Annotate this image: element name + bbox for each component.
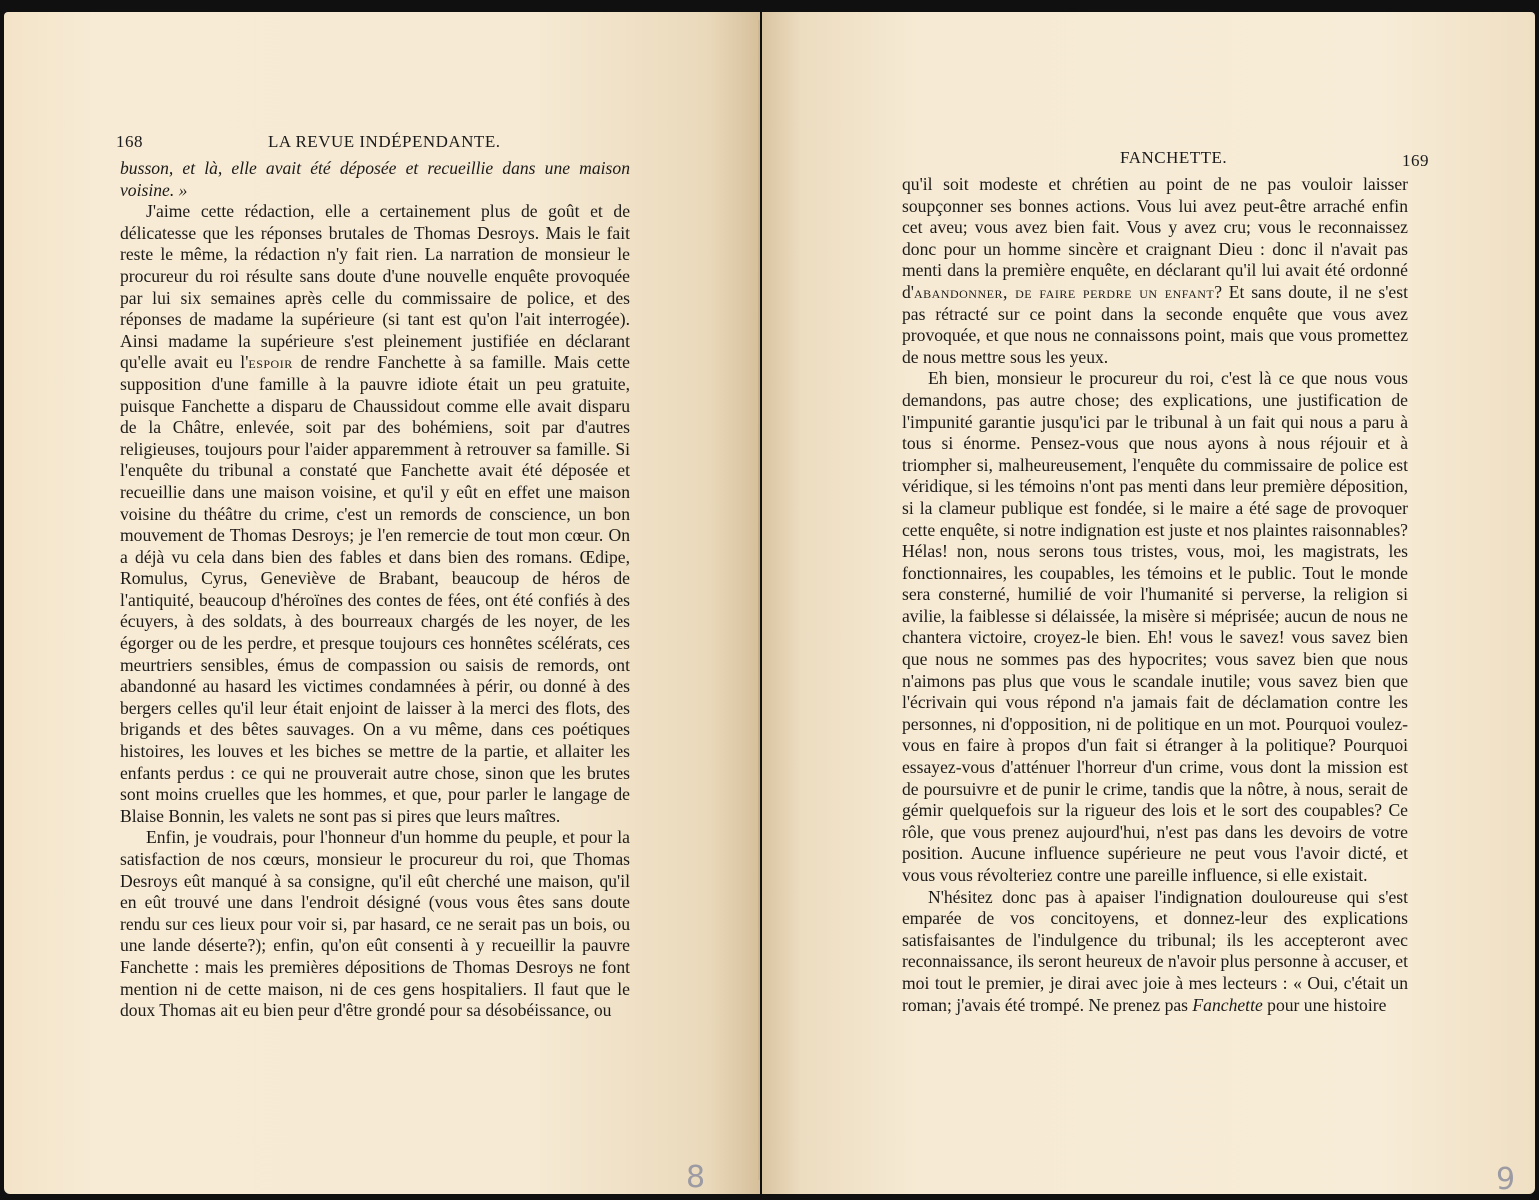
gutter-crease [758, 20, 760, 1180]
right-running-title: FANCHETTE. [1120, 148, 1228, 167]
right-page-number: 169 [1402, 151, 1429, 170]
right-para1-smallcaps: abandonner, de faire perdre un enfant [913, 281, 1215, 302]
opening-quote: busson, et là, elle avait été déposée et recueillie dans une maison voisine. » [120, 158, 630, 200]
left-paragraph-2: Enfin, je voudrais, pour l'honneur d'un homme du peuple, et pour la satisfaction de nos cœurs, monsieur le procureur du roi, que Thomas Desroys eût manqué à sa consigne, qu'il eût cherché une maison, qu'il en eût trouvé une dans l'endroit désigné (vous vous êtes sans doute rendu sur ces lieux pour voir si, par hasard, ce ne serait pas un bois, ou une lande déserte?); enfin, qu'on eût consenti à y recueillir la pauvre Fanchette : mais les premières dépositions de Thomas Desroys ne font mention ni de cette maison, ni de ces gens hospitaliers. Il faut que le doux Thomas ait eu bien peur d'être grondé pour sa désobéissance, ou [120, 827, 630, 1021]
left-para1-text-a: J'aime cette rédaction, elle a certainement plus de goût et de délicatesse que les réponses brutales de Thomas Desroys. Mais le fait reste le même, la rédaction n'y fait rien. La narration de monsieur le procureur du roi résulte sans doute d'une nouvelle enquête provoquée par lui six semaines après celle du commissaire de police, et des réponses de madame la supérieure (si tant est qu'on l'ait interrogée). Ainsi madame la supérieure s'est pleinement justifiée en déclarant qu'elle avait eu l' [120, 201, 630, 373]
left-page-number: 168 [116, 132, 143, 151]
left-pencil-mark: 8 [686, 1160, 706, 1195]
right-page [762, 12, 1535, 1197]
right-paragraph-2: Eh bien, monsieur le procureur du roi, c'est là ce que nous vous demandons, pas autre chose; des explications, une justification de l'impunité garantie jusqu'ici par le tribunal à un fait qui nous a paru à tous si énorme. Pensez-vous que nous ayons à nous réjouir et à triompher si, malheureusement, l'enquête du commissaire de police est véridique, si les témoins n'ont pas menti dans leur première déposition, si la clameur publique est fondée, si le maire a été sage de provoquer cette enquête, si notre indignation est juste et nos plaintes raisonnables? Hélas! non, nous serons tous tristes, vous, moi, les magistrats, les fonctionnaires, les coupables, les témoins et le public. Tout le monde sera consterné, humilié de voir l'humanité si perverse, la religion si avilie, la faiblesse si délaissée, la misère si méprisée; aucun de nous ne chantera victoire, croyez-le bien. Eh! vous le savez! vous savez bien que nous ne sommes pas des hypocrites; vous savez bien que nous n'aimons pas plus que vous le scandale inutile; vous savez bien que l'écrivain qui vous répond n'a jamais fait de déclamation contre les personnes, ni d'opposition, ni de politique en un mot. Pourquoi voulez-vous en faire à propos d'un fait si étranger à la politique? Pourquoi essayez-vous d'atténuer l'horreur d'un crime, vous dont la mission est de poursuivre et de punir le crime, tandis que la nôtre, à nous, serait de gémir quelquefois sur la rigueur des lois et le sort des coupables? Ce rôle, que vous prenez aujourd'hui, n'est pas dans les devoirs de votre position. Aucune influence supérieure ne peut vous l'avoir dicté, et vous vous révolteriez contre une pareille influence, si elle existait. [902, 368, 1408, 885]
right-para3-italic: Fanchette [1192, 994, 1263, 1015]
left-para1-smallcaps: espoir [248, 352, 293, 373]
right-para1-text-b: ? Et sans doute, il ne s'est pas rétracté sur ce point dans la seconde enquête que vous avez provoquée, et que nous ne connaissons point, mais que vous promettez de nous mettre sous les yeux. [902, 281, 1408, 367]
left-para1-text-b: de rendre Fanchette à sa famille. Mais cette supposition d'une famille à la pauvre idiote était un peu gratuite, puisque Fanchette a disparu de Chaussidout comme elle avait disparu de la Châtre, enlevée, soit par des bohémiens, soit par d'autres religieuses, toujours pour l'aider apparemment à retrouver sa famille. Si l'enquête du tribunal a constaté que Fanchette avait été déposée et recueillie dans une maison voisine, et qu'il y eût en effet une maison voisine du théâtre du crime, c'est un remords de conscience, un bon mouvement de Thomas Desroys; je l'en remercie de tout mon cœur. On a déjà vu cela dans bien des fables et dans bien des romans. Œdipe, Romulus, Cyrus, Geneviève de Brabant, beaucoup de héros de l'antiquité, beaucoup d'héroïnes des contes de fées, ont été confiés à des écuyers, à des soldats, à des bourreaux chargés de les noyer, de les égorger ou de les perdre, et presque toujours ces honnêtes scélérats, ces meurtriers sensibles, émus de compassion ou saisis de remords, ont abandonné au hasard les victimes condamnées à périr, ou donné à des bergers celles qu'il leur était enjoint de laisser à la merci des flots, des brigands et des bêtes sauvages. On a vu même, dans ces poétiques histoires, les louves et les biches se mettre de la partie, et allaiter les enfants perdus : ce qui ne prouverait autre chose, sinon que les brutes sont moins cruelles que les hommes, et que, pour parler le langage de Blaise Bonnin, les valets ne sont pas si pires que leurs maîtres. [120, 352, 630, 826]
right-paragraph-1 [902, 174, 1408, 368]
right-paragraph-3 [902, 887, 1408, 1017]
right-pencil-mark: 9 [1496, 1162, 1516, 1197]
left-page-body [120, 158, 630, 1022]
left-page [4, 12, 760, 1194]
left-paragraph-1 [120, 201, 630, 827]
right-para3-text-b: pour une histoire [1262, 994, 1387, 1015]
left-running-title: LA REVUE INDÉPENDANTE. [268, 132, 501, 151]
right-page-body [902, 174, 1408, 1016]
right-para1-text-a: qu'il soit modeste et chrétien au point de ne pas vouloir laisser soupçonner ses bonnes actions. Vous lui avez peut-être arraché enfin cet aveu; vous avez bien fait. Vous y avez cru; vous le reconnaissez donc pour un homme sincère et craignant Dieu : donc il n'avait pas menti dans la première enquête, en déclarant qu'il lui avait été ordonné d' [902, 174, 1408, 302]
right-para3-text-a: N'hésitez donc pas à apaiser l'indignation douloureuse qui s'est emparée de vos concitoyens, et donnez-leur des explications satisfaisantes de l'indulgence du tribunal; ils les accepteront avec reconnaissance, ils seront heureux de n'avoir plus personne à accuser, et moi tout le premier, je dirai avec joie à mes lecteurs : « Oui, c'était un roman; j'avais été trompé. Ne prenez pas [902, 886, 1408, 1015]
